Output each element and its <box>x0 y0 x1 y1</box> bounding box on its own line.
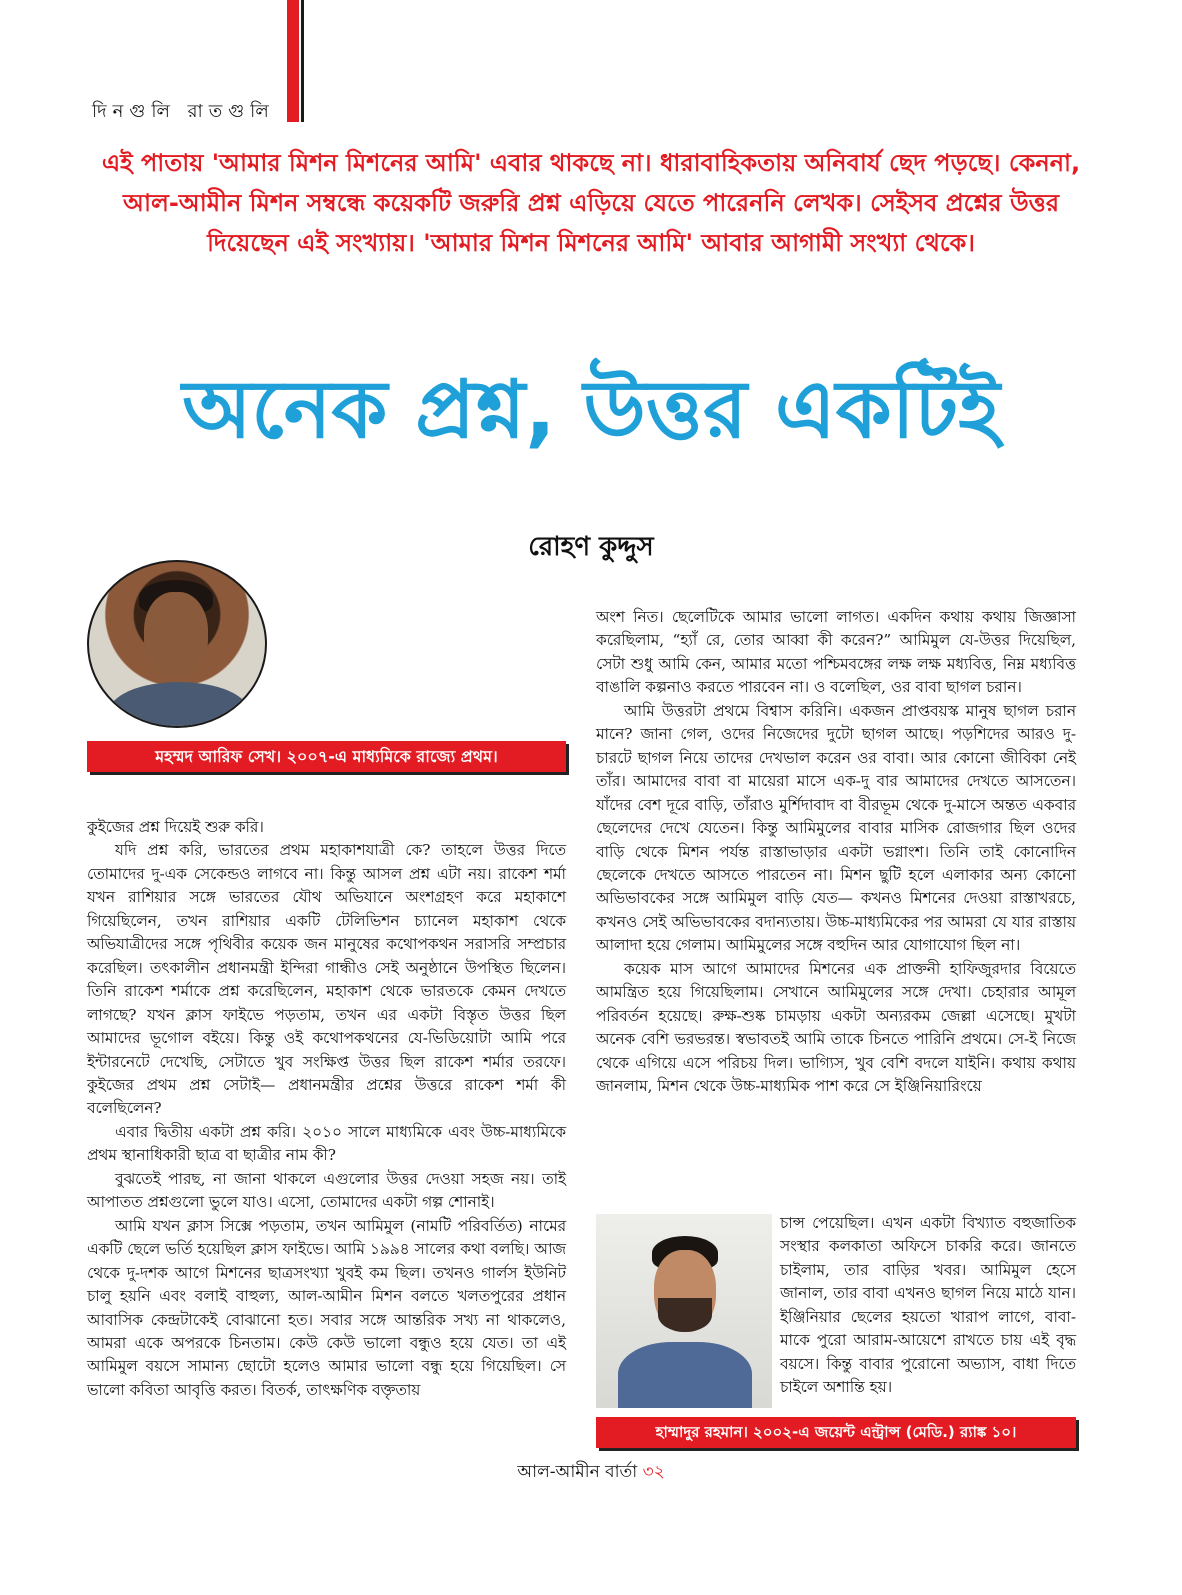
page-number: ৩২ <box>642 1462 665 1482</box>
page-footer <box>480 1459 702 1487</box>
paragraph: চান্স পেয়েছিল। এখন একটা বিখ্যাত বহুজাতিক সংস্থার কলকাতা অফিসে চাকরি করে। জানতে চাইলাম, তার বাড়ির খবর। আমিমুল হেসে জানাল, তার বাবা এখনও ছাগল নিয়ে মাঠে যান। ইঞ্জিনিয়ার ছেলের হয়তো খারাপ লাগে, বাবা-মাকে পুরো আরাম-আয়েশে রাখতে চায় এই বৃদ্ধ বয়সে। কিন্তু বাবার পুরোনো অভ্যাস, বাধা দিতে চাইলে অশান্তি হয়। <box>780 1214 1076 1397</box>
paragraph: আমি যখন ক্লাস সিক্সে পড়তাম, তখন আমিমুল (নামটি পরিবর্তিত) নামের একটি ছেলে ভর্তি হয়েছিল ক্লাস ফাইভে। আমি ১৯৯৪ সালের কথা বলছি। আজ থেকে দু-দশক আগে মিশনের ছাত্রসংখ্যা খুবই কম ছিল। তখনও গার্লস ইউনিট চালু হয়নি এবং বলাই বাহুল্য, আল-আমীন মিশন বলতে খলতপুরের প্রধান আবাসিক কেন্দ্রটাকেই বোঝানো হত। সবার সঙ্গে আন্তরিক সখ্য না থাকলেও, আমরা একে অপরকে চিনতাম। কেউ কেউ ভালো বন্ধুও হয়ে যেত। তা এই আমিমুল বয়সে সামান্য ছোটো হলেও আমার ভালো বন্ধু হয়ে গিয়েছিল। সে ভালো কবিতা আবৃত্তি করত। বিতর্ক, তাৎক্ষণিক বক্তৃতায় <box>87 1216 566 1399</box>
article-column-right <box>596 606 1076 1099</box>
paragraph: যদি প্রশ্ন করি, ভারতের প্রথম মহাকাশযাত্রী কে? তাহলে উত্তর দিতে তোমাদের দু-এক সেকেন্ডও লাগবে না। কিন্তু আসল প্রশ্ন এটা নয়। রাকেশ শর্মা যখন রাশিয়ার সঙ্গে ভারতের যৌথ অভিযানে অংশগ্রহণ করে মহাকাশে গিয়েছিলেন, তখন রাশিয়ার একটি টেলিভিশন চ্যানেল মহাকাশ থেকে অভিযাত্রীদের সঙ্গে পৃথিবীর কয়েক জন মানুষের কথোপকথন সরাসরি সম্প্রচার করেছিল। তৎকালীন প্রধানমন্ত্রী ইন্দিরা গান্ধীও সেই অনুষ্ঠানে উপস্থিত ছিলেন। তিনি রাকেশ শর্মাকে প্রশ্ন করেছিলেন, মহাকাশ থেকে ভারতকে কেমন দেখতে লাগছে? যখন ক্লাস ফাইভে পড়তাম, তখন এর একটা বিস্তৃত উত্তর ছিল আমাদের ভূগোল বইয়ে। কিন্তু ওই কথোপকথনের যে-ভিডিয়োটা আমি পরে ইন্টারনেটে দেখেছি, সেটাতে খুব সংক্ষিপ্ত উত্তর ছিল রাকেশ শর্মার তরফে। কুইজের প্রথম প্রশ্ন সেটাই— প্রধানমন্ত্রীর প্রশ্নের উত্তরে রাকেশ শর্মা কী বলেছিলেন? <box>87 841 566 1118</box>
portrait-photo-icon <box>87 560 267 728</box>
article-headline: অনেক প্রশ্ন, উত্তর একটিই <box>182 363 1000 456</box>
portrait-photo-2 <box>596 1214 772 1408</box>
article-column-right-wrap <box>780 1212 1076 1400</box>
paragraph: কয়েক মাস আগে আমাদের মিশনের এক প্রাক্তনী হাফিজুরদার বিয়েতে আমন্ত্রিত হয়ে গিয়েছিলাম। সেখানে আমিমুলের সঙ্গে দেখা। চেহারার আমূল পরিবর্তন হয়েছে। রুক্ষ-শুষ্ক চামড়ায় একটা অন্যরকম জেল্লা এসেছে। মুখটা অনেক বেশি ভরভরন্ত। স্বভাবতই আমি তাকে চিনতে পারিনি প্রথমে। সে-ই নিজে থেকে এগিয়ে এসে পরিচয় দিল। ভাগ্যিস, খুব বেশি বদলে যাইনি। কথায় কথায় জানলাম, মিশন থেকে উচ্চ-মাধ্যমিক পাশ করে সে ইঞ্জিনিয়ারিংয়ে <box>596 959 1076 1096</box>
publication-name: আল-আমীন বার্তা <box>517 1462 638 1482</box>
paragraph: আমি উত্তরটা প্রথমে বিশ্বাস করিনি। একজন প্রাপ্তবয়স্ক মানুষ ছাগল চরান মানে? জানা গেল, ওদের নিজেদের দুটো ছাগল আছে। পড়শিদের আরও দু-চারটে ছাগল নিয়ে তাদের দেখভাল করেন ওর বাবা। আর কোনো জীবিকা নেই তাঁর। আমাদের বাবা বা মায়েরা মাসে এক-দু বার আমাদের দেখতে আসতেন। যাঁদের বেশ দূরে বাড়ি, তাঁরাও মুর্শিদাবাদ বা বীরভূম থেকে দু-মাসে অন্তত একবার ছেলেদের দেখে যেতেন। কিন্তু আমিমুলের বাবার মাসিক রোজগার ছিল ওদের বাড়ি থেকে মিশন পর্যন্ত রাস্তাভাড়ার একটা ভগ্নাংশ। তিনি তাই কোনোদিন ছেলেকে দেখতে আসতে পারতেন না। মিশন ছুটি হলে এলাকার অন্য কোনো অভিভাবকের সঙ্গে আমিমুল বাড়ি যেত— কখনও মিশনের দেওয়া রাস্তাখরচে, কখনও সেই অভিভাবকের বদান্যতায়। উচ্চ-মাধ্যমিকের পর আমরা যে যার রাস্তায় আলাদা হয়ে গেলাম। আমিমুলের সঙ্গে বহুদিন আর যোগাযোগ ছিল না। <box>596 701 1076 955</box>
author-byline: রোহণ কুদ্দুস <box>528 532 654 562</box>
article-column-left <box>87 816 566 1402</box>
editor-note: এই পাতায় 'আমার মিশন মিশনের আমি' এবার থাকছে না। ধারাবাহিকতায় অনিবার্য ছেদ পড়ছে। কেননা, আল-আমীন মিশন সম্বন্ধে কয়েকটি জরুরি প্রশ্ন এড়িয়ে যেতে পারেননি লেখক। সেইসব প্রশ্নের উত্তর দিয়েছেন এই সংখ্যায়। 'আমার মিশন মিশনের আমি' আবার আগামী সংখ্যা থেকে। <box>101 149 1081 257</box>
paragraph: কুইজের প্রশ্ন দিয়েই শুরু করি। <box>87 818 264 836</box>
portrait-photo-1 <box>87 560 267 728</box>
section-label: দিনগুলি রাতগুলি <box>92 101 275 122</box>
paragraph: বুঝতেই পারছ, না জানা থাকলে এগুলোর উত্তর দেওয়া সহজ নয়। তাই আপাতত প্রশ্নগুলো ভুলে যাও। এসো, তোমাদের একটা গল্প শোনাই। <box>87 1169 566 1212</box>
section-accent-rule <box>301 0 304 122</box>
paragraph: অংশ নিত। ছেলেটিকে আমার ভালো লাগত। একদিন কথায় কথায় জিজ্ঞাসা করেছিলাম, “হ্যাঁ রে, তোর আব্বা কী করেন?” আমিমুল যে-উত্তর দিয়েছিল, সেটা শুধু আমি কেন, আমার মতো পশ্চিমবঙ্গের লক্ষ লক্ষ মধ্যবিত্ত, নিম্ন মধ্যবিত্ত বাঙালি কল্পনাও করতে পারবেন না। ও বলেছিল, ওর বাবা ছাগল চরান। <box>596 608 1076 697</box>
photo-caption-2: হাম্মাদুর রহমান। ২০০২-এ জয়েন্ট এন্ট্রান্স (মেডি.) র‍্যাঙ্ক ১০। <box>596 1417 1076 1448</box>
photo-caption-1: মহম্মদ আরিফ সেখ। ২০০৭-এ মাধ্যমিকে রাজ্যে প্রথম। <box>87 741 566 772</box>
section-accent-bar <box>287 0 299 122</box>
paragraph: এবার দ্বিতীয় একটা প্রশ্ন করি। ২০১০ সালে মাধ্যমিকে এবং উচ্চ-মাধ্যমিকে প্রথম স্থানাধিকারী ছাত্র বা ছাত্রীর নাম কী? <box>87 1122 566 1165</box>
